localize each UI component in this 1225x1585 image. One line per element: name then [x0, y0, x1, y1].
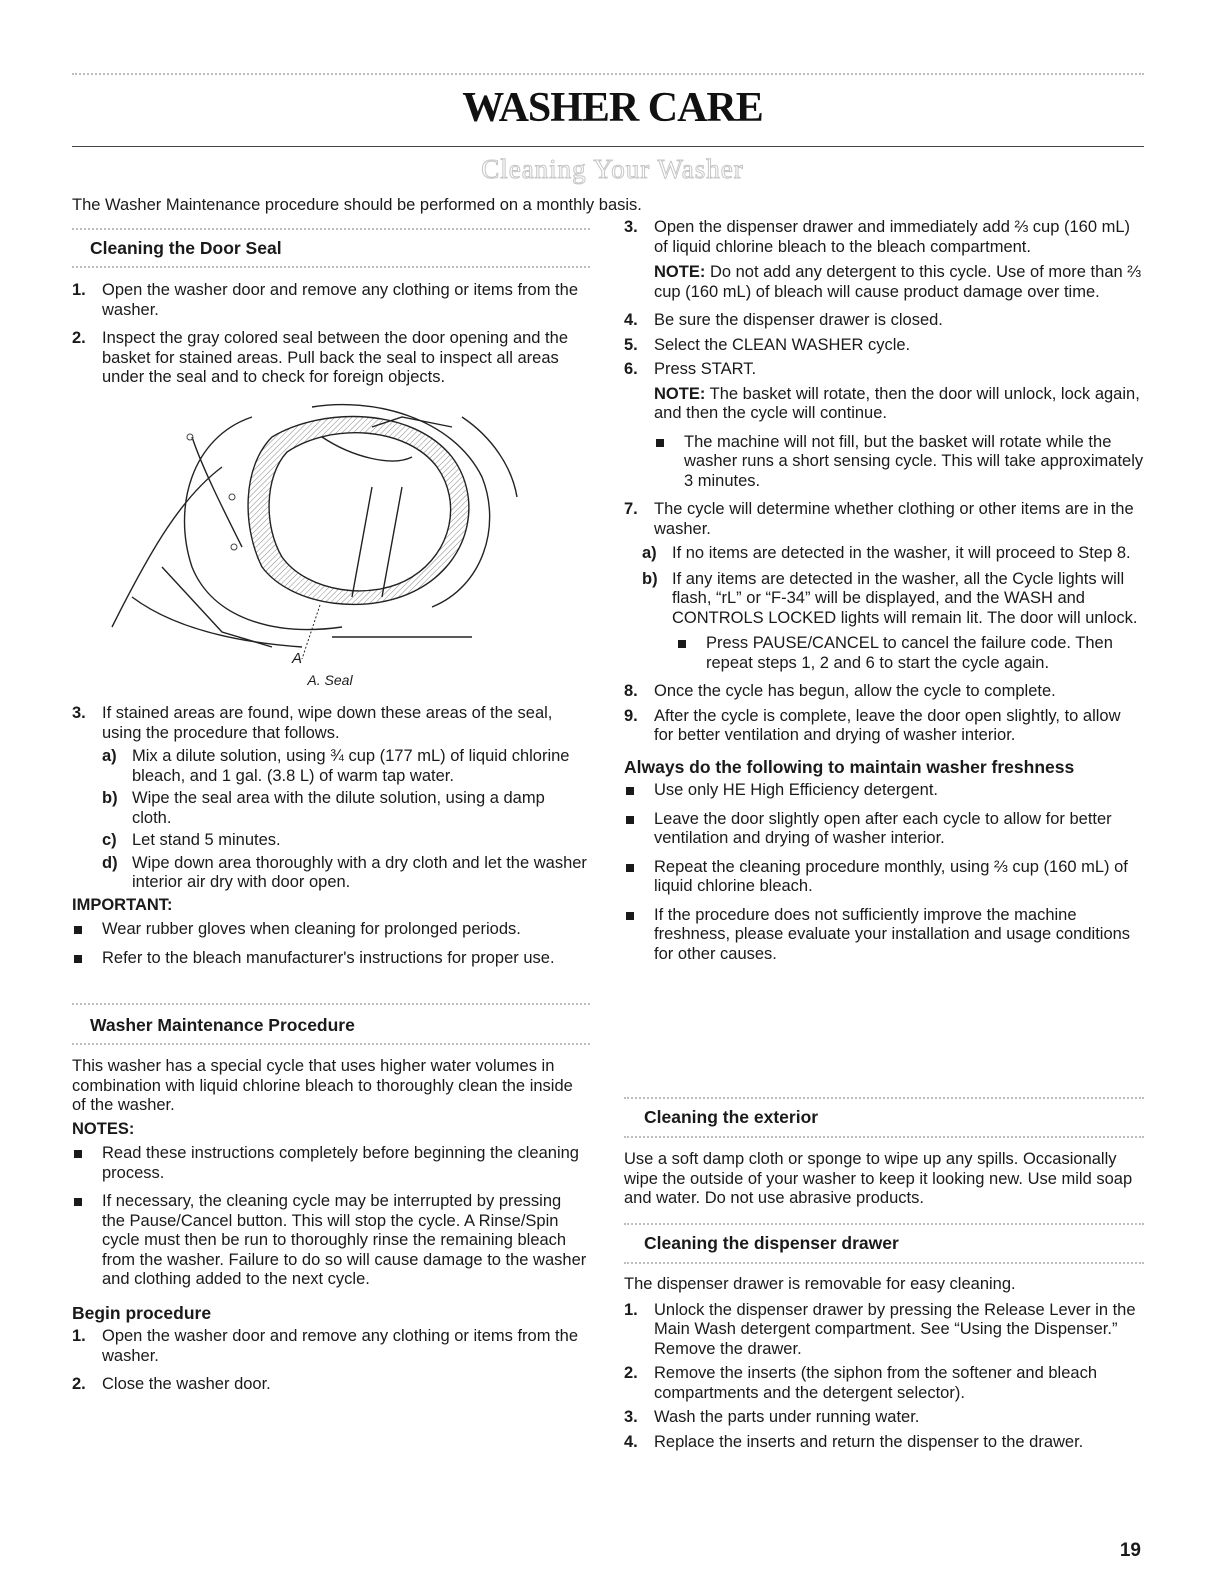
sub-item: c) Let stand 5 minutes. — [102, 831, 281, 849]
freshness-heading: Always do the following to maintain washer freshness — [624, 756, 1075, 777]
dispenser-text: The dispenser drawer is removable for easy cleaning. — [624, 1275, 1016, 1293]
bullet-item: Repeat the cleaning procedure monthly, using ⅔ cup (160 mL) of liquid chlorine bleach. — [624, 858, 1144, 897]
list-item: 7. The cycle will determine whether clothing or other items are in the washer. — [624, 500, 1134, 538]
important-label: IMPORTANT: — [72, 895, 173, 914]
sub-item: a) Mix a dilute solution, using ¾ cup (177 mL) of liquid chlorine bleach, and 1 gal. (3.8 L) of warm tap water. — [102, 747, 570, 785]
section-title: Cleaning Your Washer — [481, 154, 744, 184]
dispenser-heading: Cleaning the dispenser drawer — [644, 1233, 899, 1253]
list-item: 1. Open the washer door and remove any clothing or items from the washer. — [72, 281, 578, 319]
right-column — [624, 218, 1144, 973]
door-seal-rule-bottom — [72, 266, 590, 268]
bullet-item: Leave the door slightly open after each cycle to allow for better ventilation and drying of washer interior. — [624, 810, 1144, 849]
list-item: 4. Replace the inserts and return the dispenser to the drawer. — [624, 1432, 1084, 1451]
list-item: 9. After the cycle is complete, leave the door open slightly, to allow for better ventilation and drying of washer interior. — [624, 706, 1121, 744]
page-title: WASHER CARE — [462, 85, 763, 131]
exterior-rule-bottom — [624, 1136, 1144, 1138]
list-item: 8. Once the cycle has begun, allow the cycle to complete. — [624, 682, 1056, 700]
list-item: 3. If stained areas are found, wipe down these areas of the seal, using the procedure that follows. — [72, 704, 553, 742]
notes-label: NOTES: — [72, 1119, 135, 1138]
sub-item: b) Wipe the seal area with the dilute solution, using a damp cloth. — [102, 789, 545, 827]
exterior-heading: Cleaning the exterior — [644, 1107, 819, 1127]
dispenser-section — [624, 1275, 1144, 1457]
list-item: 2. Remove the inserts (the siphon from the softener and bleach compartments and the detergent selector). — [624, 1364, 1097, 1402]
sub-item: b) If any items are detected in the washer, all the Cycle lights will flash, “rL” or “F-34” will be displayed, and the WASH and CONTROLS LOCKED lights will remain lit. The door will unlock. — [642, 569, 1138, 627]
begin-procedure-heading: Begin procedure — [72, 1302, 212, 1323]
bullet-item: Use only HE High Efficiency detergent. — [624, 781, 1144, 801]
door-seal-heading: Cleaning the Door Seal — [90, 238, 282, 258]
note-1: NOTE: Do not add any detergent to this cycle. Use of more than ⅔ cup (160 mL) of bleach will cause product damage over time. — [654, 263, 1142, 301]
list-item: 6. Press START. — [624, 360, 757, 378]
list-item: 2. Inspect the gray colored seal between the door opening and the basket for stained areas. Pull back the seal to inspect all areas under the seal and to check for foreign objects. — [72, 329, 568, 386]
page-number: 19 — [1119, 1540, 1141, 1561]
seal-illustration — [72, 397, 588, 667]
bullet-item: If the procedure does not sufficiently improve the machine freshness, please evaluate your installation and usage conditions for other causes. — [624, 906, 1144, 965]
bullet-item: Wear rubber gloves when cleaning for prolonged periods. — [72, 920, 588, 940]
figure-caption: A. Seal — [307, 671, 353, 688]
washer-seal-drawing — [72, 397, 588, 667]
maintenance-text: This washer has a special cycle that uses higher water volumes in combination with liquid chlorine bleach to thoroughly clean the inside of the washer. — [72, 1057, 573, 1114]
list-item: 3. Wash the parts under running water. — [624, 1408, 920, 1426]
dispenser-rule-bottom — [624, 1262, 1144, 1264]
bullet-item: Refer to the bleach manufacturer's instructions for proper use. — [72, 949, 588, 969]
title-rule — [72, 146, 1144, 147]
list-item: 2. Close the washer door. — [72, 1375, 271, 1393]
bullet-item: Press PAUSE/CANCEL to cancel the failure code. Then repeat steps 1, 2 and 6 to start the cycle again. — [676, 634, 1144, 673]
maintenance-section — [72, 1057, 588, 1404]
list-item: 1. Unlock the dispenser drawer by pressing the Release Lever in the Main Wash detergent compartment. See “Using the Dispenser.” Remove the drawer. — [624, 1300, 1136, 1358]
list-item: 5. Select the CLEAN WASHER cycle. — [624, 335, 911, 354]
bullet-item: If necessary, the cleaning cycle may be interrupted by pressing the Pause/Cancel button. This will stop the cycle. A Rinse/Spin cycle must then be run to thoroughly rinse the remaining bleach from the washer. Failure to do so will cause damage to the washer and clothing added to the next cycle. — [72, 1192, 588, 1290]
list-item: 1. Open the washer door and remove any clothing or items from the washer. — [72, 1327, 578, 1365]
sub-item: a) If no items are detected in the washer, it will proceed to Step 8. — [642, 544, 1131, 562]
top-dotted-rule — [72, 73, 1144, 75]
dispenser-rule-top — [624, 1223, 1144, 1225]
maintenance-heading: Washer Maintenance Procedure — [90, 1015, 355, 1035]
door-seal-rule-top — [72, 228, 590, 230]
list-item: 4. Be sure the dispenser drawer is closed. — [624, 311, 943, 329]
exterior-rule-top — [624, 1097, 1144, 1099]
sub-item: d) Wipe down area thoroughly with a dry cloth and let the washer interior air dry with door open. — [102, 853, 587, 891]
maintenance-rule-top — [72, 1003, 590, 1005]
list-item: 3. Open the dispenser drawer and immediately add ⅔ cup (160 mL) of liquid chlorine bleach to the bleach compartment. — [624, 218, 1131, 256]
exterior-text: Use a soft damp cloth or sponge to wipe up any spills. Occasionally wipe the outside of your washer to keep it looking new. Use mild soap and water. Do not use abrasive products. — [624, 1150, 1133, 1207]
bullet-item: Read these instructions completely before beginning the cleaning process. — [72, 1144, 588, 1183]
bullet-item: The machine will not fill, but the basket will rotate while the washer runs a short sensing cycle. This will take approximately 3 minutes. — [654, 433, 1144, 492]
door-seal-section — [72, 281, 588, 977]
maintenance-rule-bottom — [72, 1043, 590, 1045]
intro-text: The Washer Maintenance procedure should be performed on a monthly basis. — [72, 196, 642, 214]
note-2: NOTE: The basket will rotate, then the door will unlock, lock again, and then the cycle will continue. — [654, 384, 1140, 422]
figure-label: A — [292, 649, 303, 667]
